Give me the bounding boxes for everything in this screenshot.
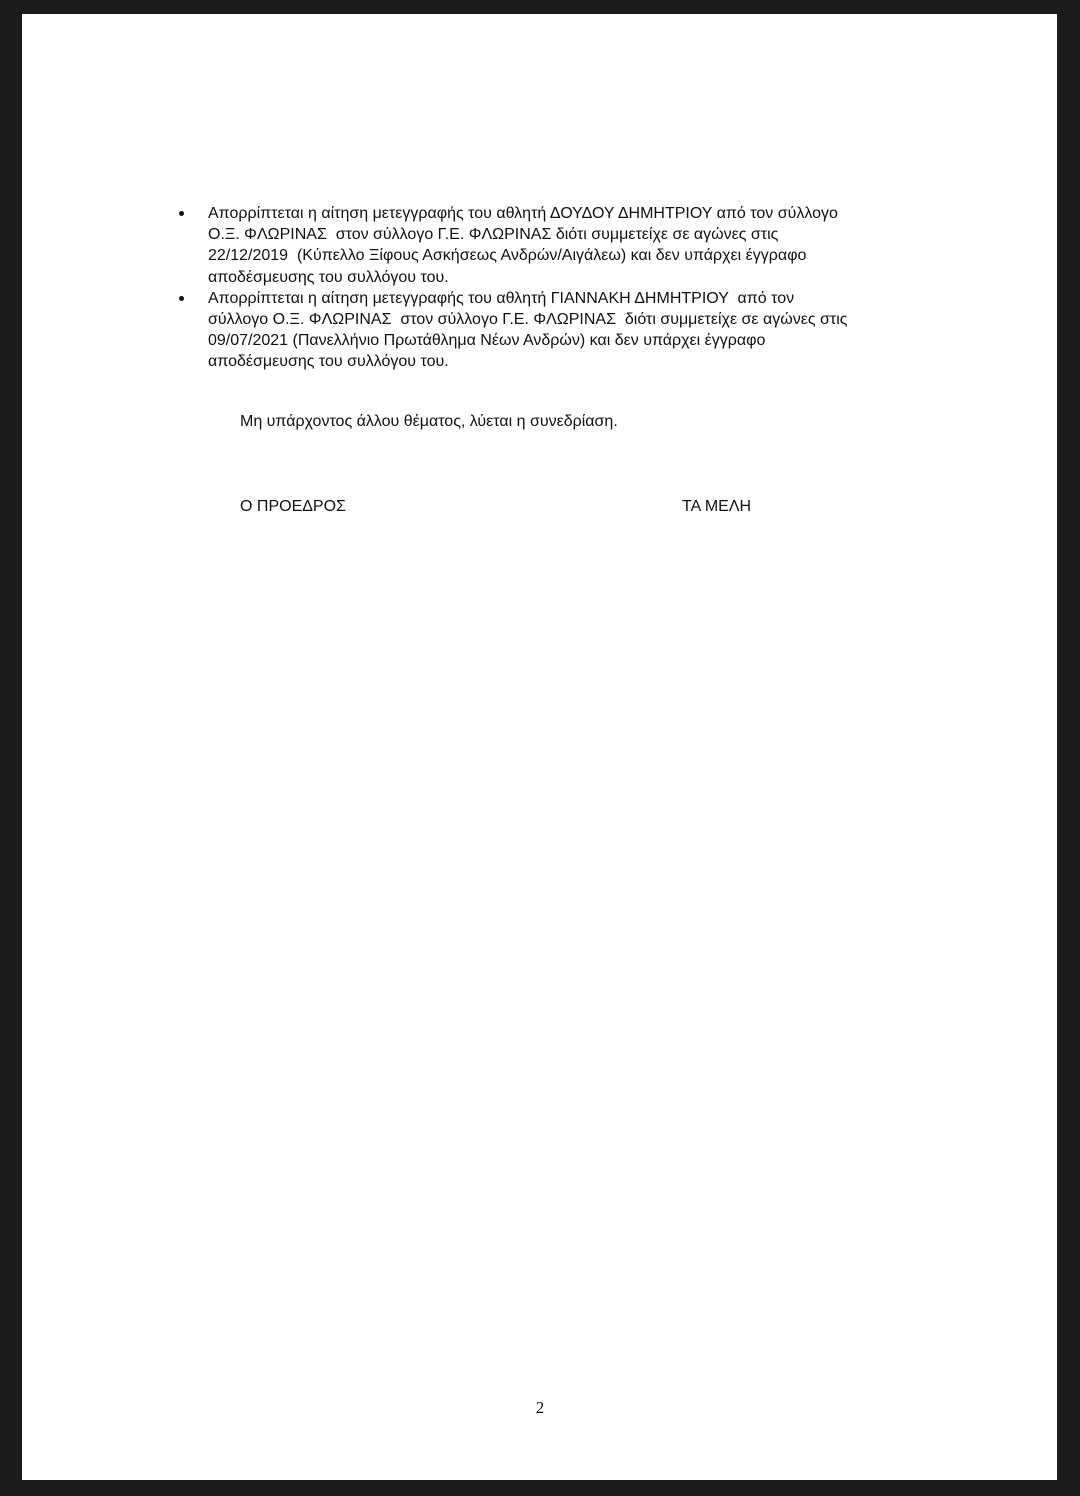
bullet-icon: [179, 211, 184, 216]
signature-president: Ο ΠΡΟΕΔΡΟΣ: [240, 498, 346, 515]
list-item-line: Απορρίπτεται η αίτηση μετεγγραφής του αθλητή ΔΟΥΔΟΥ ΔΗΜΗΤΡΙΟΥ από τον σύλλογο: [208, 205, 838, 222]
list-item-line: 22/12/2019 (Κύπελλο Ξίφους Ασκήσεως Ανδρών/Αιγάλεω) και δεν υπάρχει έγγραφο: [208, 247, 807, 265]
decision-list: [176, 203, 906, 373]
closing-statement: Μη υπάρχοντος άλλου θέματος, λύεται η συνεδρίαση.: [240, 413, 618, 430]
page-number: 2: [535, 1398, 545, 1417]
list-item-line: σύλλογο Ο.Ξ. ΦΛΩΡΙΝΑΣ στον σύλλογο Γ.Ε. ΦΛΩΡΙΝΑΣ διότι συμμετείχε σε αγώνες στις: [208, 311, 848, 329]
list-item-line: Απορρίπτεται η αίτηση μετεγγραφής του αθλητή ΓΙΑΝΝΑΚΗ ΔΗΜΗΤΡΙΟΥ από τον: [208, 289, 795, 307]
list-item-line: αποδέσμευσης του συλλόγου του.: [208, 353, 449, 371]
list-item-line: Ο.Ξ. ΦΛΩΡΙΝΑΣ στον σύλλογο Γ.Ε. ΦΛΩΡΙΝΑΣ διότι συμμετείχε σε αγώνες στις: [208, 226, 779, 244]
list-item-line: 09/07/2021 (Πανελλήνιο Πρωτάθλημα Νέων Ανδρών) και δεν υπάρχει έγγραφο: [208, 332, 766, 350]
bullet-icon: [179, 296, 184, 301]
signature-members: ΤΑ ΜΕΛΗ: [682, 498, 752, 515]
list-item: [176, 288, 906, 373]
list-item-line: αποδέσμευσης του συλλόγου του.: [208, 268, 449, 286]
list-item: [176, 203, 906, 288]
